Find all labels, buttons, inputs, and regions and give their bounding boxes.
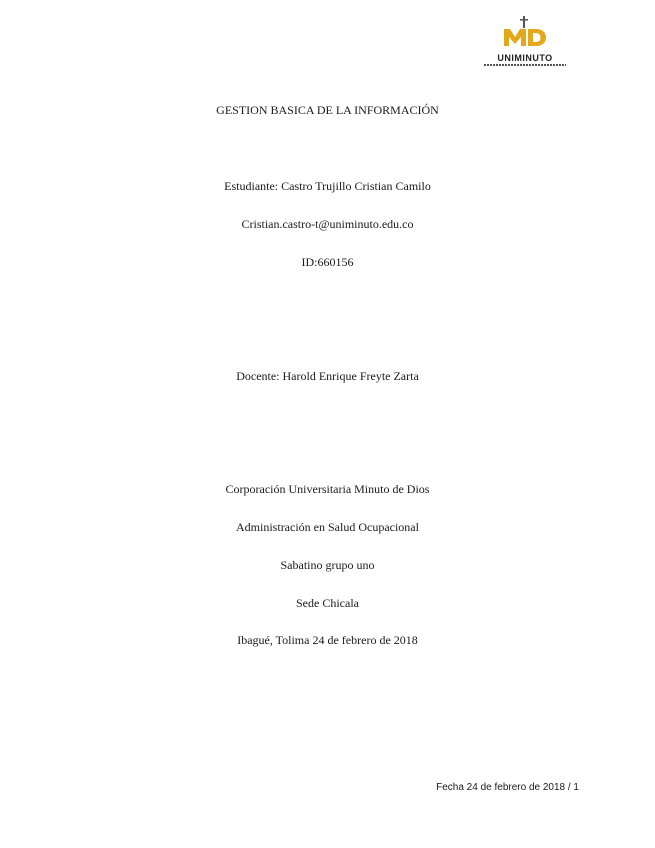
- university-name: Corporación Universitaria Minuto de Dios: [225, 482, 430, 496]
- place-date: Ibagué, Tolima 24 de febrero de 2018: [237, 633, 418, 647]
- logo-wordmark: UNIMINUTO: [497, 53, 553, 63]
- logo-mark-icon: [482, 16, 568, 52]
- group-name: Sabatino grupo uno: [280, 558, 375, 572]
- student-name: Estudiante: Castro Trujillo Cristian Camilo: [224, 179, 431, 193]
- logo-tagline-strip: [484, 64, 566, 66]
- program-name: Administración en Salud Ocupacional: [236, 520, 419, 534]
- student-id: ID:660156: [301, 255, 354, 269]
- uniminuto-logo: [482, 16, 568, 68]
- document-title: GESTION BASICA DE LA INFORMACIÓN: [216, 103, 439, 117]
- student-email: Cristian.castro-t@uniminuto.edu.co: [241, 217, 414, 231]
- campus-name: Sede Chicala: [296, 596, 359, 610]
- teacher-name: Docente: Harold Enrique Freyte Zarta: [236, 369, 419, 383]
- page-footer: Fecha 24 de febrero de 2018 / 1: [436, 782, 579, 793]
